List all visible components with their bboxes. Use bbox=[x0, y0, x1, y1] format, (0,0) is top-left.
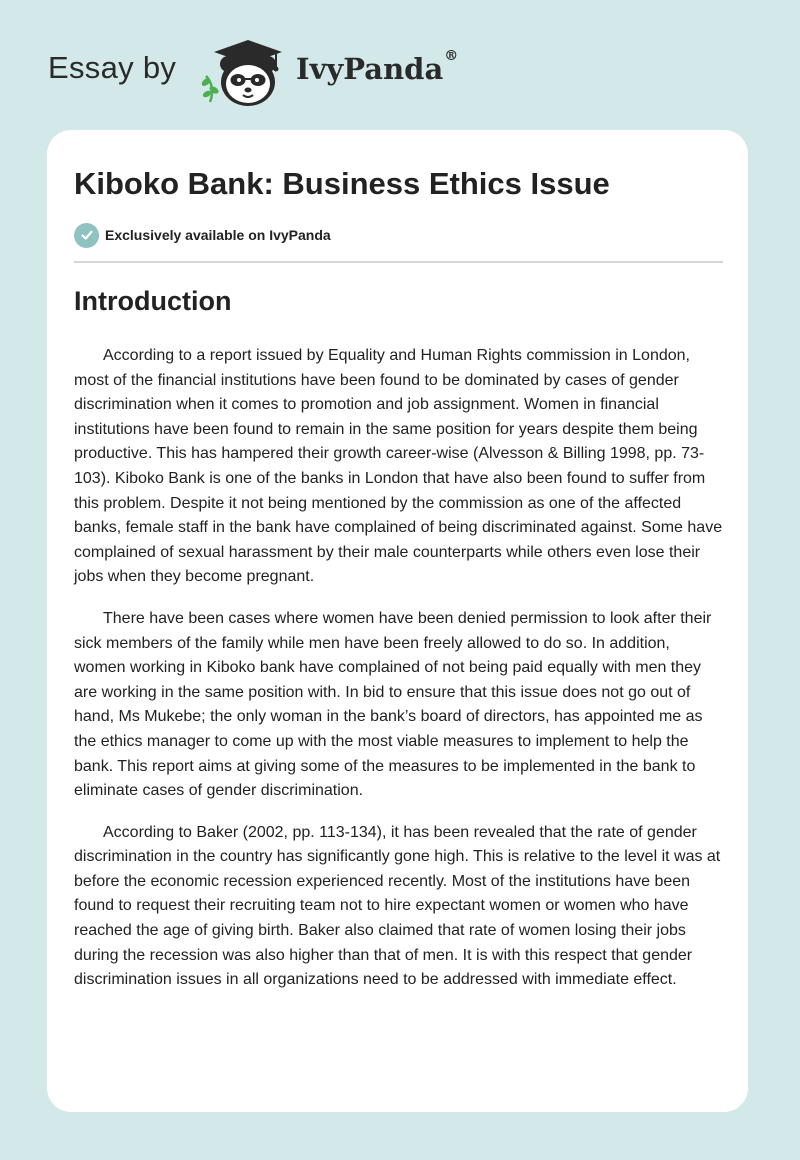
article-body bbox=[74, 344, 724, 1010]
title-divider bbox=[74, 261, 723, 263]
check-icon bbox=[74, 223, 99, 248]
exclusive-label: Exclusively available on IvyPanda bbox=[105, 227, 331, 243]
panda-graduate-logo-icon[interactable] bbox=[200, 36, 296, 108]
page-title: Kiboko Bank: Business Ethics Issue bbox=[74, 166, 610, 201]
site-header bbox=[48, 30, 648, 110]
paragraph-2: There have been cases where women have been denied permission to look after their sick members of the family while men have been freely allowed to do so. In addition, women working in Kiboko bank have complained of not being paid equally with men they are working in the same position with. In bid to ensure that this issue does not go out of hand, Ms Mukebe; the only woman in the bank’s board of directors, has appointed me as the ethics manager to come up with the most viable measures to implement to help the bank. This report aims at giving some of the measures to be implemented in the bank to eliminate cases of gender discrimination. bbox=[74, 609, 712, 800]
article-card bbox=[47, 130, 748, 1112]
brand-prefix: Essay by bbox=[48, 50, 177, 85]
section-heading: Introduction bbox=[74, 286, 232, 316]
brand-name[interactable]: IvyPanda® bbox=[296, 48, 459, 86]
registered-mark: ® bbox=[444, 48, 459, 64]
paragraph-1: According to a report issued by Equality and Human Rights commission in London, most of the financial institutions have been found to be dominated by cases of gender discrimination when it comes to promotion and job assignment. Women in financial institutions have been found to remain in the same position for years despite them being productive. This has hampered their growth career-wise (Alvesson & Billing 1998, pp. 73-103). Kiboko Bank is one of the banks in London that have also been found to suffer from this problem. Despite it not being mentioned by the commission as one of the affected banks, female staff in the bank have complained of being discriminated against. Some have complained of sexual harassment by their male counterparts while others even lose their jobs when they become pregnant. bbox=[74, 347, 723, 586]
exclusive-notice bbox=[74, 222, 331, 248]
paragraph-3: According to Baker (2002, pp. 113-134), it has been revealed that the rate of gender discrimination in the country has significantly gone high. This is relative to the level it was at before the economic recession experienced recently. Most of the institutions have been found to request their recruiting team not to hire expectant women or women who have reached the age of giving birth. Baker also claimed that rate of women losing their jobs during the recession was also higher than that of men. It is with this respect that gender discrimination issues in all organizations need to be addressed with immediate effect. bbox=[74, 823, 721, 989]
